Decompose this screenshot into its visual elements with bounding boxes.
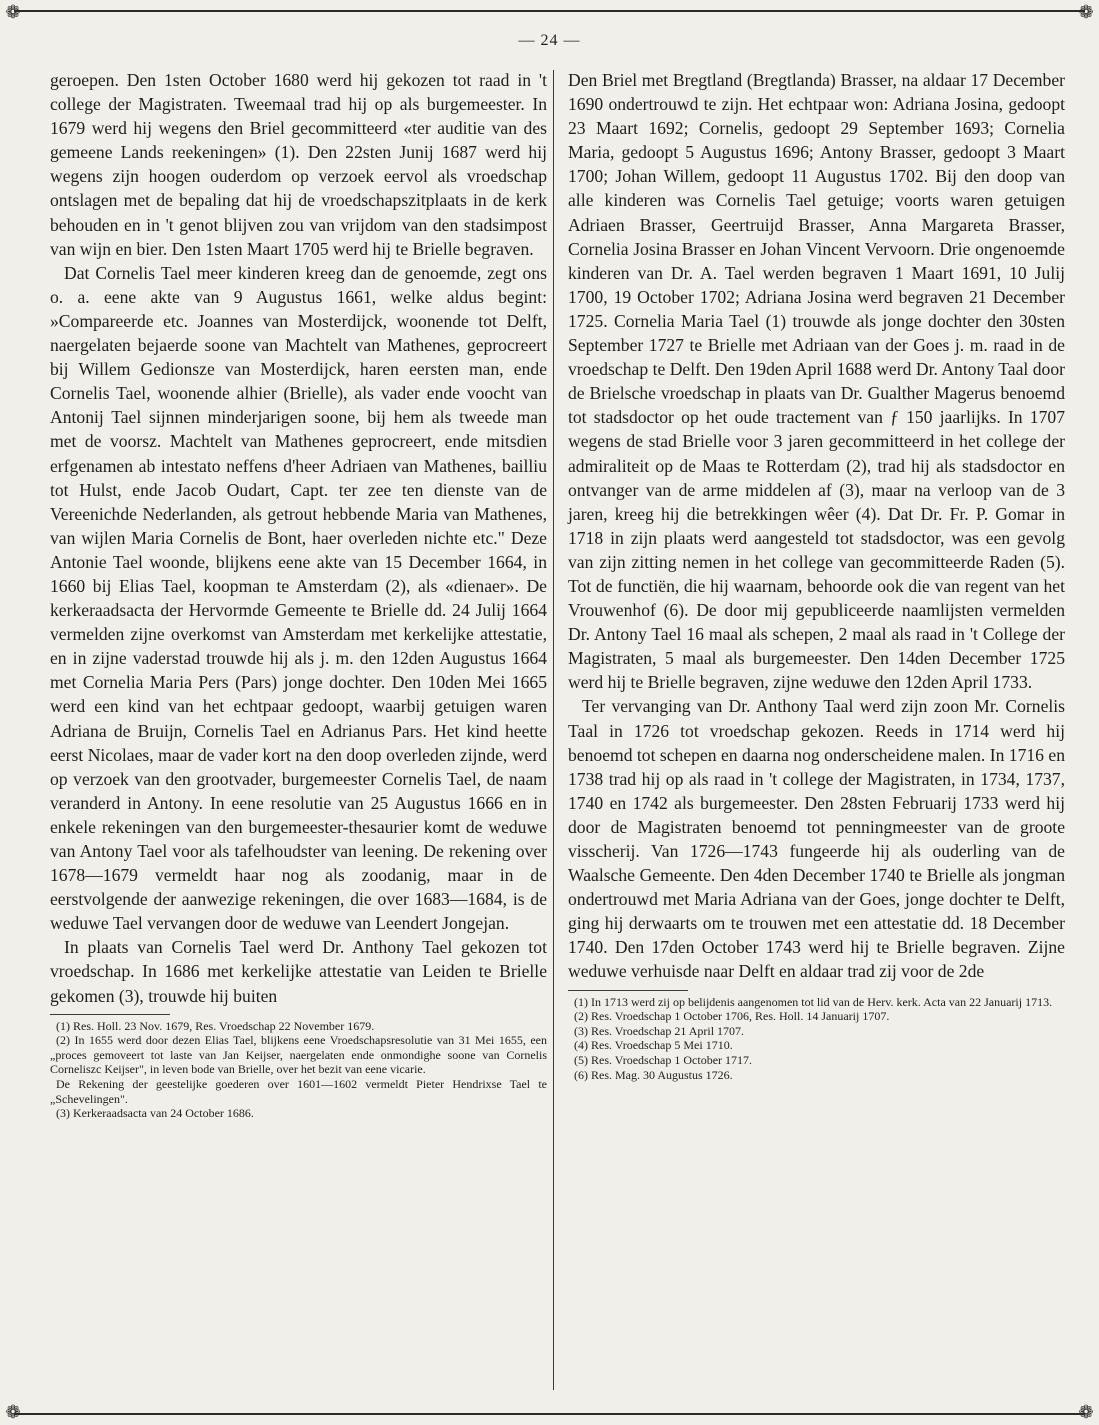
left-column <box>50 68 547 1121</box>
footnote: (6) Res. Mag. 30 Augustus 1726. <box>574 1067 733 1082</box>
footnote-rule <box>568 990 688 991</box>
bottom-border-rule <box>14 1413 1085 1415</box>
footnote: (2) Res. Vroedschap 1 October 1706, Res. Holl. 14 Januarij 1707. <box>574 1009 890 1024</box>
footnote: (1) Res. Holl. 23 Nov. 1679, Res. Vroedschap 22 November 1679. <box>56 1018 375 1033</box>
paragraph: Dat Cornelis Tael meer kinderen kreeg dan de genoemde, zegt ons o. a. eene akte van 9 Augustus 1661, welke aldus begint: »Compareerde etc. Joannes van Mosterdijck, woonende tot Delft, naergelaten bejaerde soone van Machtelt van Mathenes, geprocreert bij Willem Gedionsze van Mosterdijck, haren eersten man, ende Cornelis Tael, woonende alhier (Brielle), als vader ende voocht van Antonij Tael sijnnen minderjarigen soone, bij hem als tweede man met de voorsz. Machtelt van Mathenes geprocreert, ende mitsdien erfgenamen ab intestato neffens d'heer Adriaen van Mathenes, bailliu tot Hulst, ende Jacob Oudart, Capt. ter zee ten dienste van de Vereenichde Nederlanden, als getrout hebbende Maria van Mathenes, van wijlen Maria Cornelis de Bont, haer overleden nichte etc." Deze Antonie Tael woonde, blijkens eene akte van 15 December 1664, in 1660 bij Elias Tael, koopman te Amsterdam (2), als «dienaer». De kerkeraadsacta der Hervormde Gemeente te Brielle dd. 24 Julij 1664 vermelden zijne overkomst van Amsterdam met kerkelijke attestatie, en in zijne vaderstad trouwde hij als j. m. den 12den Augustus 1664 met Cornelia Maria Pers (Pars) jonge dochter. Den 10den Mei 1665 werd een kind van het echtpaar gedoopt, waarbij getuigen waren Adriana de Bruijn, Cornelis Tael en Adrianus Pars. Het kind heette eerst Nicolaes, maar de vader kort na den doop overleden zijnde, werd op verzoek van den grootvader, burgemeester Cornelis Tael, de naam veranderd in Antony. In eene resolutie van 25 Augustus 1666 en in enkele rekeningen van den burgemeester-thesaurier komt de weduwe van Antony Tael voor als tafelhoudster van leening. De rekening over 1678—1679 vermeldt haar nog als zoodanig, maar in de eerstvolgende der aanwezige rekeningen, die over 1683—1684, is de weduwe Tael vervangen door de weduwe van Leendert Jongejan. <box>50 262 547 934</box>
page-number: — 24 — <box>518 32 581 49</box>
corner-ornament-icon: ❁ <box>5 2 21 23</box>
corner-ornament-icon: ❁ <box>1078 1402 1094 1423</box>
footnote: (1) In 1713 werd zij op belijdenis aangenomen tot lid van de Herv. kerk. Acta van 22 Januarij 1713. <box>574 994 1053 1009</box>
paragraph: Ter vervanging van Dr. Anthony Taal werd zijn zoon Mr. Cornelis Taal in 1726 tot vroedschap gekozen. Reeds in 1714 werd hij benoemd tot schepen en daarna nog onderscheidene malen. In 1716 en 1738 trad hij op als raad in 't college der Magistraten, in 1734, 1737, 1740 en 1742 als burgemeester. Den 28sten Februarij 1733 werd hij door de Magistraten benoemd tot penningmeester van de groote visscherij. Van 1726—1743 fungeerde hij als ouderling van de Waalsche Gemeente. Den 4den December 1740 te Brielle als jongman ondertrouwd met Maria Adriana van der Goes, jonge dochter te Delft, ging hij derwaarts om te trouwen met een attestatie dd. 18 December 1740. Den 17den October 1743 werd hij te Brielle begraven. Zijne weduwe verhuisde naar Delft en aldaar trad zij voor de 2de <box>568 696 1065 982</box>
right-footnotes <box>568 995 1065 1083</box>
footnote: (3) Res. Vroedschap 21 April 1707. <box>574 1023 745 1038</box>
paragraph: geroepen. Den 1sten October 1680 werd hij gekozen tot raad in 't college der Magistraten. Tweemaal trad hij op als burgemeester. In 1679 werd hij wegens den Briel gecommitteerd «ter auditie van des gemeene Lands reekeningen» (1). Den 22sten Junij 1687 werd hij wegens zijn hoogen ouderdom op verzoek eervol als vroedschap ontslagen met de bepaling dat hij de vroedschapszitplaats in de kerk behouden en in 't genot blijven zou van vrijdom van den stadsimpost van wijn en bier. Den 1sten Maart 1705 werd hij te Brielle begraven. <box>50 70 547 259</box>
right-body <box>568 68 1065 984</box>
footnote: (4) Res. Vroedschap 5 Mei 1710. <box>574 1038 733 1053</box>
left-footnotes <box>50 1019 547 1121</box>
left-body <box>50 68 547 1008</box>
footnote: De Rekening der geestelijke goederen over 1601—1602 vermeldt Pieter Hendrixse Tael te „Schevelingen". <box>50 1077 547 1106</box>
footnote-rule <box>50 1014 170 1015</box>
paragraph: In plaats van Cornelis Tael werd Dr. Anthony Tael gekozen tot vroedschap. In 1686 met kerkelijke attestatie van Leiden te Brielle gekomen (3), trouwde hij buiten <box>50 937 547 1006</box>
corner-ornament-icon: ❁ <box>5 1402 21 1423</box>
footnote: (5) Res. Vroedschap 1 October 1717. <box>574 1052 753 1067</box>
column-divider <box>553 70 554 1390</box>
footnote: (2) In 1655 werd door dezen Elias Tael, blijkens eene Vroedschapsresolutie van 31 Mei 1655, een „proces gemoveert tot laste van Jan Keijser, naergelaten ende onmondighe soone van Cornelis Corneliszc Keijser", in leven bode van Brielle, over het bezit van eene vicarie. <box>50 1033 547 1077</box>
footnote: (3) Kerkeraadsacta van 24 October 1686. <box>56 1106 254 1121</box>
top-border-rule <box>14 10 1085 12</box>
corner-ornament-icon: ❁ <box>1078 2 1094 23</box>
paragraph: Den Briel met Bregtland (Bregtlanda) Brasser, na aldaar 17 December 1690 ondertrouwd te zijn. Het echtpaar won: Adriana Josina, gedoopt 23 Maart 1692; Cornelis, gedoopt 29 September 1693; Cornelia Maria, gedoopt 5 Augustus 1696; Antony Brasser, gedoopt 3 Maart 1700; Johan Willem, gedoopt 11 Augustus 1702. Bij den doop van alle kinderen was Cornelis Tael getuige; voorts waren getuigen Adriaen Brasser, Geertruijd Brasser, Anna Margareta Brasser, Cornelia Josina Brasser en Johan Vincent Vervoorn. Drie ongenoemde kinderen van Dr. A. Tael werden begraven 1 Maart 1691, 10 Julij 1700, 19 October 1702; Adriana Josina werd begraven 21 December 1725. Cornelia Maria Tael (1) trouwde als jonge dochter den 30sten September 1727 te Brielle met Adriaan van der Goes j. m. raad in de vroedschap te Delft. Den 19den April 1688 werd Dr. Antony Taal door de Brielsche vroedschap in plaats van Dr. Gualther Magerus benoemd tot stadsdoctor op het oude tractement van ƒ 150 jaarlijks. In 1707 wegens de stad Brielle voor 3 jaren gecommitteerd in het college der admiraliteit op de Maas te Rotterdam (2), trad hij als stadsdoctor en ontvanger van de arme middelen af (3), maar na verloop van de 3 jaren, kreeg hij die betrekkingen wêer (4). Dat Dr. Fr. P. Gomar in 1718 in zijn plaats werd aangesteld tot stadsdoctor, was een gevolg van zijn zitting nemen in het college van gecommitteerde Raden (5). Tot de functiën, die hij waarnam, behoorde ook die van regent van het Vrouwenhof (6). De door mij gepubliceerde naamlijsten vermelden Dr. Antony Tael 16 maal als schepen, 2 maal als raad in 't College der Magistraten, 5 maal als burgemeester. Den 14den December 1725 werd hij te Brielle begraven, zijne weduwe den 12den April 1733. <box>568 70 1065 693</box>
right-column <box>568 68 1065 1082</box>
